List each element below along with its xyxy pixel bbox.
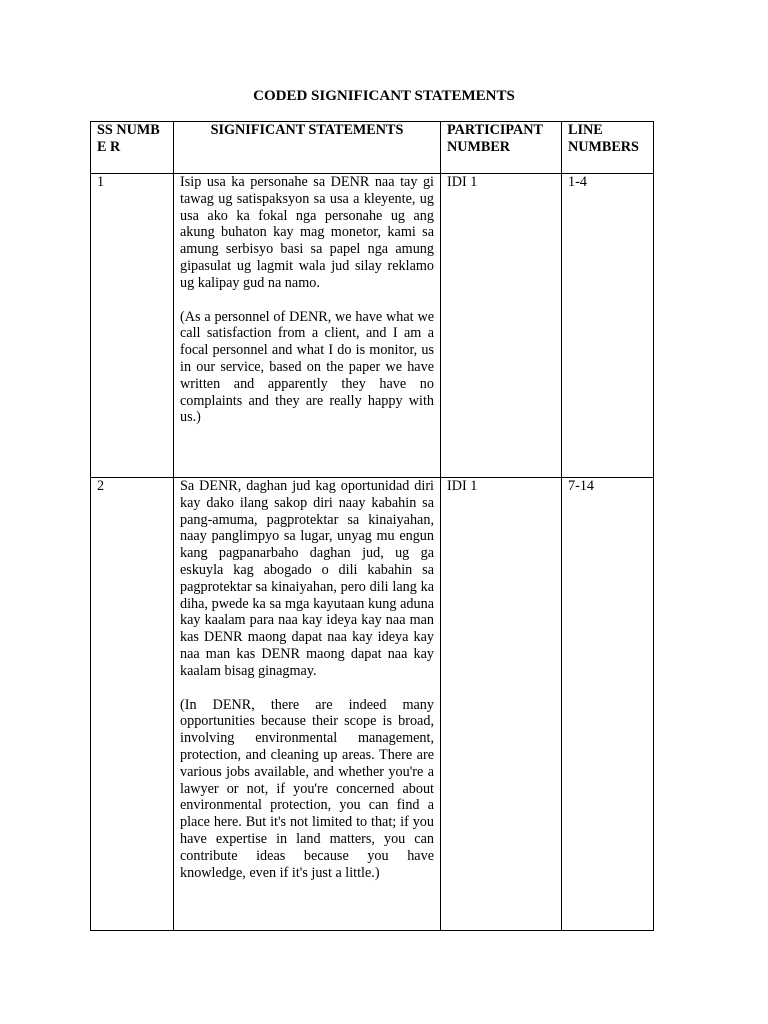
- statement-original: Isip usa ka personahe sa DENR naa tay gi tawag ug satispaksyon sa usa a kleyente, ug usa ako ka fokal nga personahe ug ang akung buhaton kay mag monetor, kami sa amung serbisyo basi sa papel nga amung gipasulat ug lagmit wala jud silay reklamo ug kalipay gud na namo.: [180, 174, 434, 291]
- significant-statements-table: [90, 121, 654, 931]
- participant-cell: IDI 1: [441, 174, 562, 478]
- line-numbers-cell: 1-4: [562, 174, 654, 478]
- table-row: [91, 174, 654, 478]
- header-participant-number: PARTICIPANT NUMBER: [441, 122, 562, 174]
- line-numbers-cell: 7-14: [562, 478, 654, 931]
- header-ss-number: SS NUMBE R: [91, 122, 174, 174]
- statement-translation: (As a personnel of DENR, we have what we call satisfaction from a client, and I am a focal personnel and what I do is monitor, us in our service, based on the paper we have written and apparently they have no complaints and they are really happy with us.): [180, 308, 434, 426]
- header-significant-statements: SIGNIFICANT STATEMENTS: [174, 122, 441, 174]
- table-row: [91, 478, 654, 931]
- table-header-row: [91, 122, 654, 174]
- statement-original: Sa DENR, daghan jud kag oportunidad diri kay dako ilang sakop diri naay kabahin sa pang-amuma, pagprotektar sa kinaiyahan, naay panglimpyo sa lugar, unyag mu engun kang pagpanarbaho daghan jud, ug ga eskuyla kag abogado o dili kabahin sa pagprotektar sa kinaiyahan, pero dili lang ka diha, pwede ka sa mga kayutaan kung aduna kay kaalam para naa kay ideya kay naa man kas DENR maong dapat naa kay ideya kay naa man kas DENR maong dapat naa kay kaalam bisag ginagmay.: [180, 478, 434, 679]
- statement-cell: [174, 174, 441, 478]
- statement-translation: (In DENR, there are indeed many opportunities because their scope is broad, involving environmental management, protection, and cleaning up areas. There are various jobs available, and whether you're a lawyer or not, if you're concerned about environmental protection, you can find a place here. But it's not limited to that; if you have expertise in land matters, you can contribute ideas because you have knowledge, even if it's just a little.): [180, 696, 434, 881]
- ss-number-cell: 1: [91, 174, 174, 478]
- ss-number-cell: 2: [91, 478, 174, 931]
- header-line-numbers: LINE NUMBERS: [562, 122, 654, 174]
- document-title: CODED SIGNIFICANT STATEMENTS: [253, 88, 515, 104]
- statement-cell: [174, 478, 441, 931]
- participant-cell: IDI 1: [441, 478, 562, 931]
